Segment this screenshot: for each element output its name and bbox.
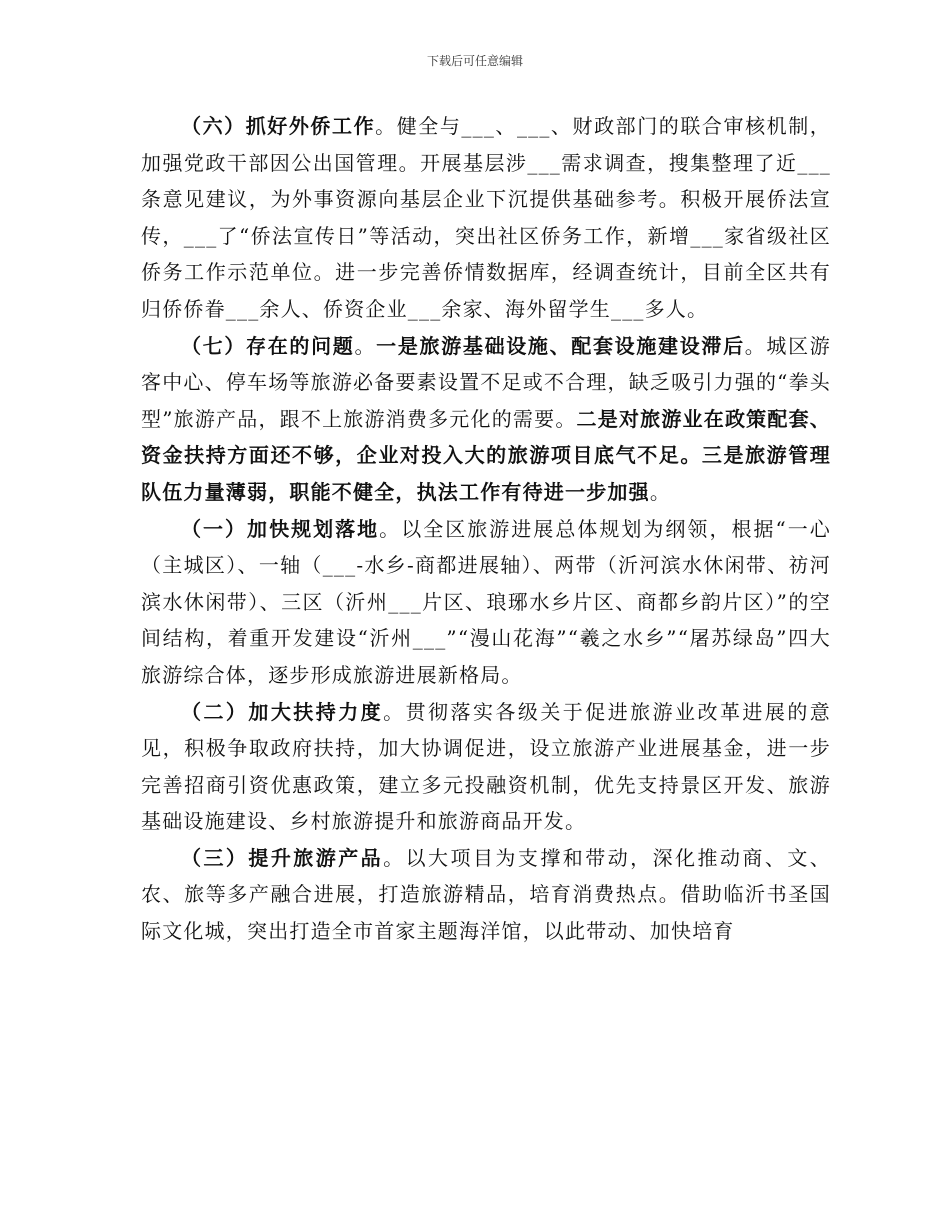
paragraph-heading: （一）加快规划落地 <box>181 516 380 541</box>
document-body <box>141 108 831 950</box>
paragraph-text: 。城区游客中心、停车场等旅游必备要素设置不足或不合理，缺乏吸引力强的“拳头型”旅游产品，跟不上旅游消费多元化的需要。 <box>141 333 831 431</box>
paragraph-text: 。 <box>354 333 377 358</box>
paragraph-tourism-products <box>141 840 831 950</box>
paragraph-heading: （二）加大扶持力度 <box>181 699 384 724</box>
paragraph-bold-text: 二是对旅游业在政策配套、资金扶持方面还不够，企业对投入大的旅游项目底气不足。三是旅游管理队伍力量薄弱，职能不健全，执法工作有待进一步加强 <box>141 406 831 504</box>
paragraph-text: 。健全与___、___、财政部门的联合审核机制，加强党政干部因公出国管理。开展基层涉___需求调查，搜集整理了近___条意见建议，为外事资源向基层企业下沉提供基础参考。积极开展侨法宣传，___了“侨法宣传日”等活动，突出社区侨务工作，新增___家省级社区侨务工作示范单位。进一步完善侨情数据库，经调查统计，目前全区共有归侨侨眷___余人、侨资企业___余家、海外留学生___多人。 <box>141 114 831 321</box>
paragraph-text: 。贯彻落实各级关于促进旅游业改革进展的意见，积极争取政府扶持，加大协调促进，设立旅游产业进展基金，进一步完善招商引资优惠政策，建立多元投融资机制，优先支持景区开发、旅游基础设施建设、乡村旅游提升和旅游商品开发。 <box>141 699 832 834</box>
paragraph-heading: （六）抓好外侨工作 <box>181 114 376 138</box>
paragraph-text: 。以全区旅游进展总体规划为纲领，根据“一心（主城区）、一轴（___-水乡-商都进展轴）、两带（沂河滨水休闲带、祊河滨水休闲带）、三区（沂州___片区、琅琊水乡片区、商都乡韵片区）”的空间结构，着重开发建设“沂州___”“漫山花海”“羲之水乡”“屠苏绿岛”四大旅游综合体，逐步形成旅游进展新格局。 <box>141 516 831 687</box>
paragraph-heading: （七）存在的问题 <box>181 333 355 358</box>
paragraph-existing-problems <box>141 328 831 511</box>
paragraph-overseas-chinese-work <box>141 108 831 328</box>
page-header: 下载后可任意编辑 <box>426 54 523 68</box>
paragraph-planning <box>141 511 831 694</box>
paragraph-text: 。 <box>649 479 672 504</box>
paragraph-support <box>141 694 831 840</box>
paragraph-heading: （三）提升旅游产品 <box>181 845 384 870</box>
paragraph-text: 。以大项目为支撑和带动，深化推动商、文、农、旅等多产融合进展，打造旅游精品，培育消费热点。借助临沂书圣国际文化城，突出打造全市首家主题海洋馆，以此带动、加快培育 <box>141 845 832 944</box>
paragraph-bold-text: 一是旅游基础设施、配套设施建设滞后 <box>376 333 745 358</box>
